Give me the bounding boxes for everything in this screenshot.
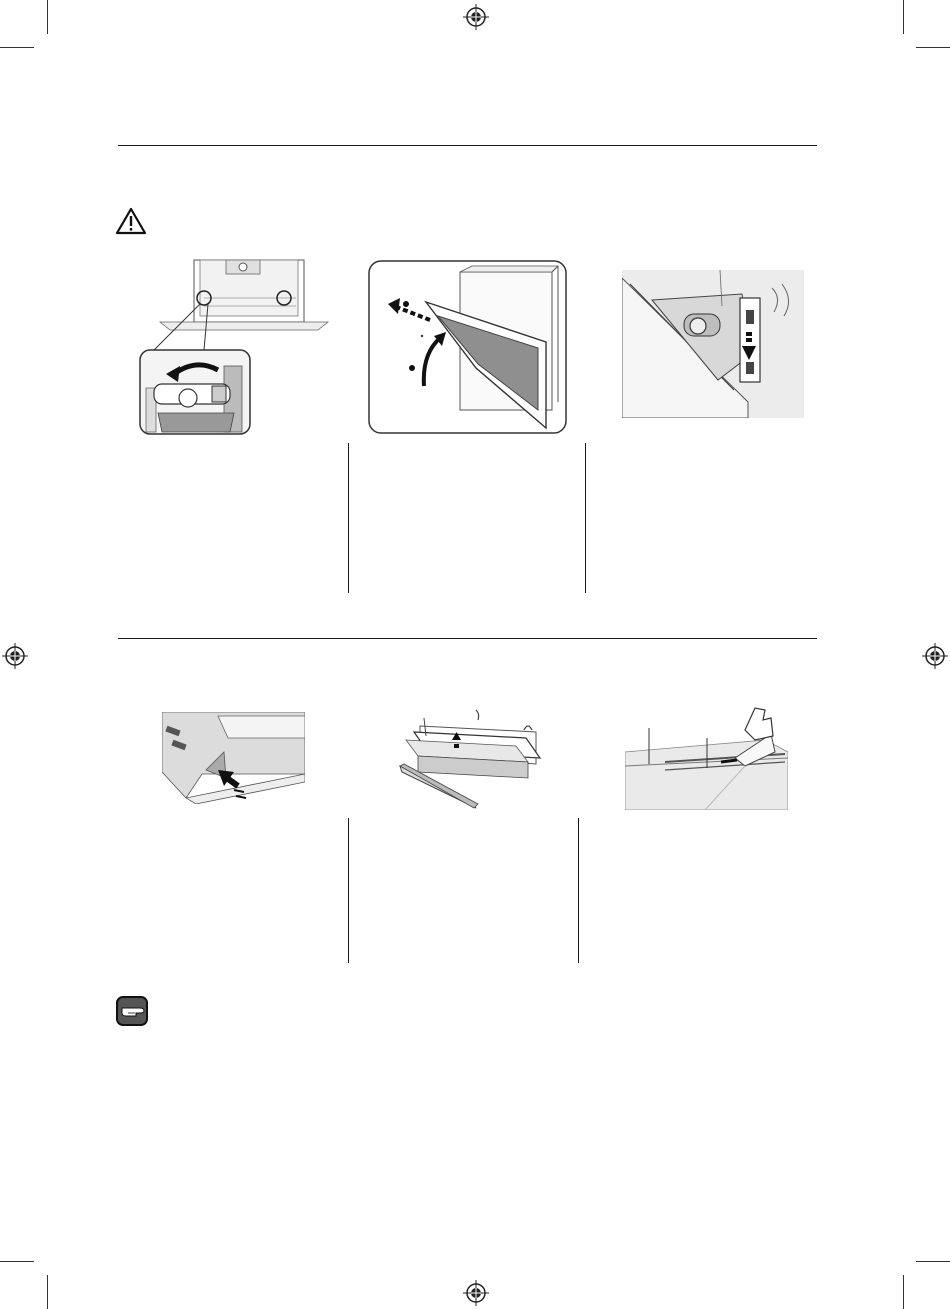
column-divider	[348, 818, 349, 963]
section-divider-top	[118, 145, 817, 146]
column-divider	[585, 443, 586, 593]
crop-mark-bottom-left-v	[47, 1275, 48, 1309]
column-divider	[348, 443, 349, 593]
hinge-clip-illustration	[622, 270, 804, 418]
door-channel-illustration	[625, 700, 788, 810]
pointing-hand-icon	[116, 996, 148, 1026]
door-glass-press-illustration	[162, 712, 305, 804]
registration-mark-icon	[922, 643, 948, 669]
crop-mark-top-right-h	[916, 47, 950, 48]
crop-mark-bottom-right-v	[903, 1275, 904, 1309]
registration-mark-icon	[463, 1280, 489, 1306]
crop-mark-top-left-h	[0, 47, 34, 48]
registration-mark-icon	[2, 643, 28, 669]
crop-mark-top-left-v	[47, 0, 48, 34]
door-removal-illustration	[368, 260, 567, 434]
crop-mark-bottom-left-h	[0, 1261, 34, 1262]
crop-mark-bottom-right-h	[916, 1261, 950, 1262]
registration-mark-icon	[463, 4, 489, 30]
hinge-lever-illustration	[138, 258, 338, 436]
section-divider-middle	[118, 638, 817, 639]
warning-triangle-icon	[115, 207, 147, 235]
column-divider	[578, 818, 579, 963]
crop-mark-top-right-v	[903, 0, 904, 34]
glass-panel-lift-illustration	[398, 708, 548, 816]
